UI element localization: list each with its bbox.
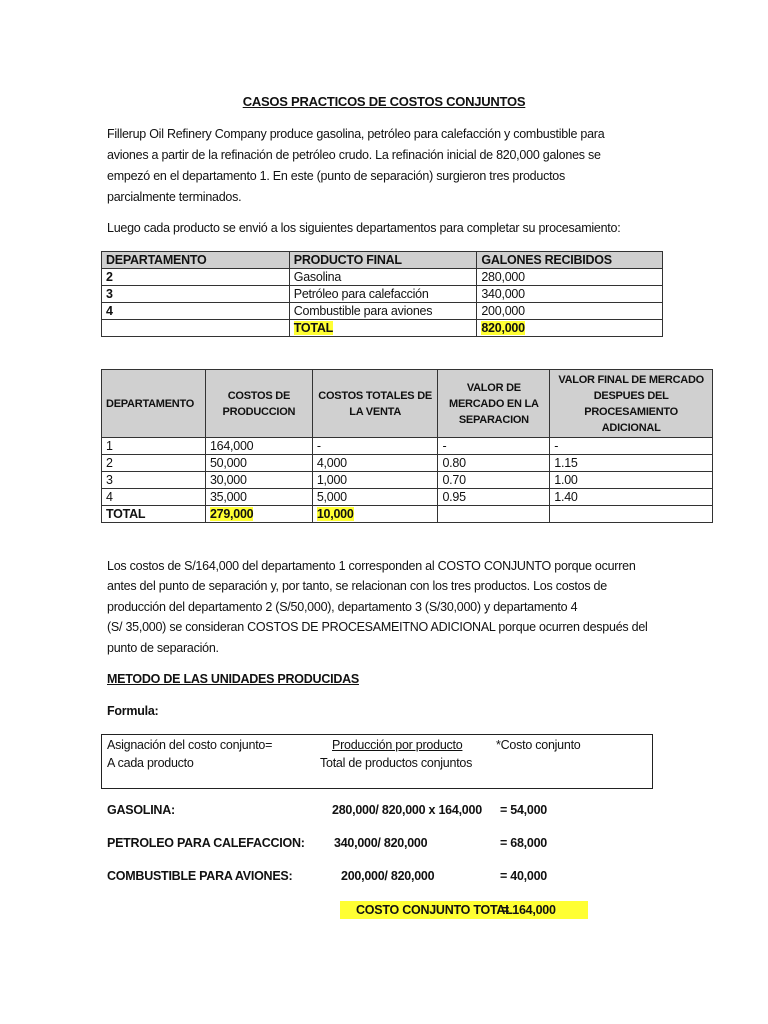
table-total-row xyxy=(102,320,663,337)
cell xyxy=(312,506,438,523)
calc-expression: 200,000/ 820,000 xyxy=(341,869,435,883)
intro-line: parcialmente terminados. xyxy=(107,190,242,204)
total-value-cell xyxy=(477,320,663,337)
cell: 1.40 xyxy=(550,489,713,506)
table-row xyxy=(102,269,663,286)
table-header-row xyxy=(102,370,713,438)
header-cell: VALOR DE MERCADO EN LA SEPARACION xyxy=(438,370,550,438)
cell xyxy=(102,320,290,337)
header-cell: VALOR FINAL DE MERCADO DESPUES DEL PROCESAMIENTO ADICIONAL xyxy=(550,370,713,438)
explanation-line: Los costos de S/164,000 del departamento 1 corresponden al COSTO CONJUNTO porque ocurren xyxy=(107,559,636,573)
cell: 3 xyxy=(102,472,206,489)
formula-left-line2: A cada producto xyxy=(107,756,194,770)
cell xyxy=(205,506,312,523)
formula-left-line1: Asignación del costo conjunto= xyxy=(107,738,273,752)
calc-expression: 340,000/ 820,000 xyxy=(334,836,428,850)
cell xyxy=(550,506,713,523)
cell: 1.15 xyxy=(550,455,713,472)
header-cell: COSTOS TOTALES DE LA VENTA xyxy=(312,370,438,438)
total-label-cell xyxy=(289,320,477,337)
table-row xyxy=(102,489,713,506)
cell: 280,000 xyxy=(477,269,663,286)
explanation-line: producción del departamento 2 (S/50,000), departamento 3 (S/30,000) y departamento 4 xyxy=(107,599,578,614)
page-title: CASOS PRACTICOS DE COSTOS CONJUNTOS xyxy=(242,94,526,109)
cell: 4 xyxy=(102,303,290,320)
total-joint-cost-label: COSTO CONJUNTO TOTAL xyxy=(356,903,513,917)
cell: 200,000 xyxy=(477,303,663,320)
cell: 164,000 xyxy=(205,438,312,455)
total-joint-cost xyxy=(340,901,588,919)
cell: 2 xyxy=(102,269,290,286)
calc-label: COMBUSTIBLE PARA AVIONES: xyxy=(107,869,293,883)
calc-result: = 68,000 xyxy=(500,836,548,850)
method-heading: METODO DE LAS UNIDADES PRODUCIDAS xyxy=(107,672,359,686)
calc-label: PETROLEO PARA CALEFACCION: xyxy=(107,836,305,850)
cell: 1,000 xyxy=(312,472,438,489)
cell: 340,000 xyxy=(477,286,663,303)
table-header-row xyxy=(102,252,663,269)
cell: 35,000 xyxy=(205,489,312,506)
total-value: 820,000 xyxy=(481,321,525,335)
cell: - xyxy=(438,438,550,455)
cell: - xyxy=(550,438,713,455)
cell: 30,000 xyxy=(205,472,312,489)
calc-result: = 54,000 xyxy=(500,803,548,817)
header-cell: PRODUCTO FINAL xyxy=(289,252,477,269)
cell: 4,000 xyxy=(312,455,438,472)
total-joint-cost-value: = 164,000 xyxy=(502,903,556,917)
cell: 5,000 xyxy=(312,489,438,506)
cell: 0.95 xyxy=(438,489,550,506)
header-cell: GALONES RECIBIDOS xyxy=(477,252,663,269)
formula-numerator: Producción por producto xyxy=(332,738,463,752)
table-row xyxy=(102,286,663,303)
header-cell: COSTOS DE PRODUCCION xyxy=(205,370,312,438)
explanation-line: antes del punto de separación y, por tanto, se relacionan con los tres productos. Los costos de xyxy=(107,579,607,594)
cell xyxy=(438,506,550,523)
calc-result: = 40,000 xyxy=(500,869,548,883)
formula-label: Formula: xyxy=(107,704,159,718)
intro-line: empezó en el departamento 1. En este (punto de separación) surgieron tres productos xyxy=(107,169,566,183)
cell: 1 xyxy=(102,438,206,455)
cell: 0.70 xyxy=(438,472,550,489)
cell: Gasolina xyxy=(289,269,477,286)
table-row xyxy=(102,472,713,489)
total-value: 10,000 xyxy=(316,507,354,521)
explanation-paragraph xyxy=(107,556,648,658)
intro-sentence: Luego cada producto se envió a los siguientes departamentos para completar su procesamiento: xyxy=(107,221,621,235)
intro-paragraph xyxy=(107,124,604,208)
cell: 2 xyxy=(102,455,206,472)
cell: 0.80 xyxy=(438,455,550,472)
explanation-line: (S/ 35,000) se consideran COSTOS DE PROCESAMEITNO ADICIONAL porque ocurren después del xyxy=(107,620,648,635)
table-total-row xyxy=(102,506,713,523)
intro-line: aviones a partir de la refinación de petróleo crudo. La refinación inicial de 820,000 galones se xyxy=(107,148,601,162)
cell: 3 xyxy=(102,286,290,303)
explanation-line: punto de separación. xyxy=(107,640,219,655)
cell: Petróleo para calefacción xyxy=(289,286,477,303)
costs-table xyxy=(101,369,713,523)
intro-line: Fillerup Oil Refinery Company produce gasolina, petróleo para calefacción y combustible para xyxy=(107,127,605,141)
calc-label: GASOLINA: xyxy=(107,803,175,817)
formula-multiplier: *Costo conjunto xyxy=(496,738,581,752)
cell: TOTAL xyxy=(102,506,206,523)
departments-table xyxy=(101,251,663,337)
cell: 50,000 xyxy=(205,455,312,472)
formula-denominator: Total de productos conjuntos xyxy=(320,756,473,770)
header-cell: DEPARTAMENTO xyxy=(102,252,290,269)
table-row xyxy=(102,455,713,472)
cell: Combustible para aviones xyxy=(289,303,477,320)
cell: - xyxy=(312,438,438,455)
total-label: TOTAL xyxy=(293,321,333,335)
calc-expression: 280,000/ 820,000 x 164,000 xyxy=(332,803,482,817)
total-value: 279,000 xyxy=(209,507,254,521)
cell: 4 xyxy=(102,489,206,506)
header-cell: DEPARTAMENTO xyxy=(102,370,206,438)
table-row xyxy=(102,303,663,320)
cell: 1.00 xyxy=(550,472,713,489)
table-row xyxy=(102,438,713,455)
